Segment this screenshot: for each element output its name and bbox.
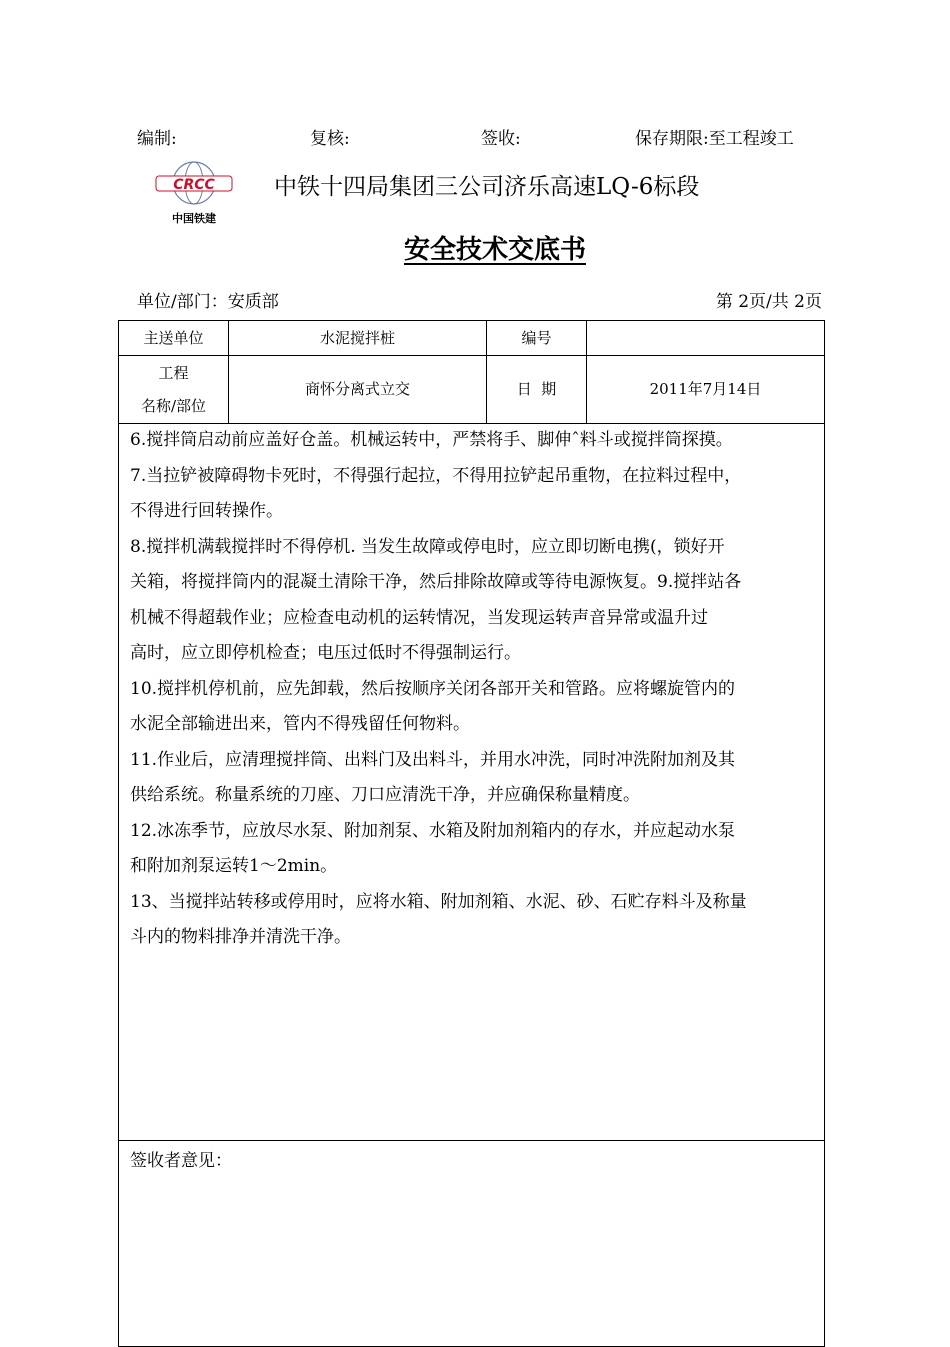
svg-text:CRCC: CRCC [173, 177, 215, 193]
project-label: 工程 名称/部位 [140, 363, 207, 415]
date-value: 2011年7月14日 [649, 380, 762, 398]
receive-label: 签收: [481, 129, 521, 149]
row-divider-3 [118, 1140, 825, 1141]
document-title: 安全技术交底书 [403, 235, 586, 265]
compile-label: 编制: [137, 129, 177, 149]
project-value: 商怀分离式立交 [304, 380, 410, 398]
retention-label: 保存期限:至工程竣工 [635, 129, 794, 149]
safety-instructions: 6.搅拌筒启动前应盖好仓盖。机械运转中，严禁将手、脚伸ˆ料斗或搅拌筒探摸。 7.当拉铲被障碍物卡死时，不得强行起拉，不得用拉铲起吊重物，在拉料过程中， 不得进行回转操作。 8.搅拌机满载搅拌时不得停机. 当发生故障或停电时，应立即切断电携(，锁好开 关箱，将搅拌筒内的混凝土清除干净，然后排除故障或等待电源恢复。9.搅拌站各 机械不得超载作业；应检查电动机的运转情况，当发现运转声音异常或温升过 高时，应立即停机检查；电压过低时不得强制运行。 10.搅拌机停机前，应先卸载，然后按顺序关闭各部开关和管路。应将螺旋管内的 水泥全部输进出来，管内不得残留任何物料。 11.作业后，应清理搅拌筒、出料门及出料斗，并用水冲洗，同时冲洗附加剂及其 供给系统。称量系统的刀座、刀口应清洗干净，并应确保称量精度。 12.冰冻季节，应放尽水泵、附加剂泵、水箱及附加剂箱内的存水，并应起动水泵 和附加剂泵运转1～2min。 13、当搅拌站转移或停用时，应将水箱、附加剂箱、水泥、砂、石贮存料斗及称量 斗内的物料排净并清洗干净。 [130, 430, 747, 947]
svg-text:中国铁建: 中国铁建 [172, 212, 216, 225]
review-label: 复核: [310, 129, 350, 149]
sign-opinion-label: 签收者意见： [130, 1151, 232, 1171]
number-value [587, 321, 824, 355]
send-unit-value: 水泥搅拌桩 [319, 328, 395, 347]
crcc-logo [150, 156, 238, 226]
page-info: 第 2页/共 2页 [715, 292, 822, 312]
number-label: 编号 [521, 328, 552, 347]
date-label: 日 期 [516, 380, 557, 398]
unit-line: 单位/部门：安质部 [137, 292, 279, 312]
org-title: 中铁十四局集团三公司济乐高速LQ-6标段 [274, 174, 700, 200]
send-unit-label: 主送单位 [143, 328, 204, 347]
